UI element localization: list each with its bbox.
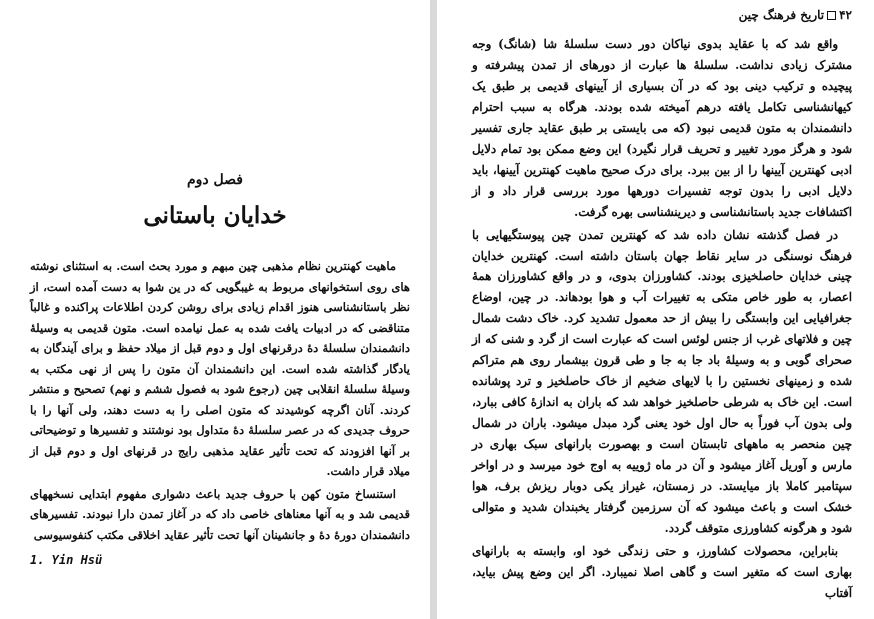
right-page-body (472, 34, 852, 604)
page-number: ۴۲ (839, 8, 852, 22)
square-ornament-icon (827, 11, 836, 20)
running-head (739, 8, 852, 22)
running-head-title: تاریخ فرهنگ چین (738, 8, 825, 22)
left-paragraph-1: ماهیت کهنترین نظام مذهبی چین مبهم و مورد بحث است. به استثنای نوشته های روی استخوانهای مربوط به غیبگویی که در ین شوا به دست آمده است، از نظر باستانشناسی هنوز اقدام زیادی برای روشن کردن اطلاعات پراکنده و غالباً متناقضی که در ادبیات یافت شده به عمل نیامده است. متون قدیمی به وسیلهٔ دانشمندان سلسلهٔ دهٔ درقرنهای اول و دوم قبل از میلاد حفظ و برای آیندگان به یادگار گذاشته شده است. این دانشمندان آن متون را پس از نهی مکتب به وسیلهٔ سلسلهٔ انقلابی چین (رجوع شود به فصول ششم و نهم) تصحیح و منتشر کردند. آنان اگرچه کوشیدند که متون اصلی را به دست دهند، ولی آنها را با حروف جدیدی که در عصر سلسلهٔ دهٔ متداول بود نوشتند و تفسیرها و توضیحاتی بر آنها افزودند که تحت تأثیر عقاید مذهبی رایج در قرنهای اول و دوم قبل از میلاد قرار داشت. (30, 259, 410, 478)
footnote: 1. Yin Hsü (30, 553, 103, 567)
left-page-body (30, 256, 410, 545)
right-paragraph-2: در فصل گذشته نشان داده شد که کهنترین تمدن چین پیوستگیهایی با فرهنگ نوسنگی در سایر نقاط جهان باستان داشته است. کهنترین خدایان چینی خدایان حاصلخیزی بودند. کشاورزان بدوی، و در واقع کشاورزان همهٔ اعصار، به طور خاص متکی به تغییرات آب و هوا بودهاند. در چین، اوضاع جغرافیایی این وابستگی را بیش از حد معمول تشدید کرد. خاک دشت شمال چین و فلاتهای غرب از جنس لوئس است که عبارت است از گرد و شنی که از صحرای گوبی و به وسیلهٔ باد جا به جا و طی قرون بیشمار روی هم متراکم شده و زمینهای نخستین را با لایهای ضخیم از خاک حاصلخیز و ترد پوشانده است. این خاک به شرطی حاصلخیز خواهد شد که باران به اندازهٔ کافی ببارد، ولی بدون آب فوراً به حال اول خود یعنی گرد مبدل میشود. باران در شمال چین منحصر به ماههای تابستان است و بهصورت بارانهای سبک بهاری در مارس و آوریل آغاز میشود و آن در ماه ژوییه به اوج خود میرسد و در اواخر سپتامبر کاملا باز میایستد. در زمستان، غیراز یکی دوبار ریزش برف، هوا خشک است و باعث میشود که آن سرزمین گرفتار یخبندان شدید و متوالی شود و هرگونه کشاورزی متوقف گردد. (472, 227, 852, 535)
chapter-title: خدایان باستانی (143, 202, 287, 229)
book-gutter (430, 0, 437, 619)
right-paragraph-3: بنابراین، محصولات کشاورز، و حتی زندگی خود او، وابسته به بارانهای بهاری است که متغیر است و گاهی اصلا نمیبارد. اگر این وضع پیش بیاید، آفتاب (472, 543, 852, 600)
chapter-label: فصل دوم (187, 172, 243, 188)
left-paragraph-2: استنساخ متون کهن با حروف جدید باعث دشواری مفهوم ابتدایی نسخههای قدیمی شد و به آنها معناهای خاصی داد که در آغاز تمدن دارا نبودند. تفسیرهای دانشمندان دورهٔ دهٔ و جانشینان آنها تحت تأثیر عقاید اخلاقی مکتب کنفوسیوسی (30, 486, 410, 542)
left-page (0, 0, 430, 619)
right-paragraph-1: واقع شد که با عقاید بدوی نیاکان دور دست سلسلهٔ شا (شانگ) وجه مشترک زیادی نداشت. سلسلهٔ ها عبارت از دورهای از تمدن پیشرفته و پیچیده و ترکیب دینی بود که در آن بسیاری از آیینهای قدیمی بر طبق یک کیهانشناسی تکامل یافته درهم آمیخته شده بودند. هرگاه به سبب احترام دانشمندان به متون قدیمی نبود (که می بایستی بر طبق عقاید جاری تفسیر شود و هرگز مورد تغییر و تحریف قرار نگیرد) این وضع ممکن بود تمام دلایل ادبی کهنترین آیینها را از بین ببرد. برای درک صحیح ماهیت کهنترین آیینها، باید دلایل ادبی را بدون توجه تفسیرات دورهها مورد بررسی قرار داد و از اکتشافات جدید باستانشناسی و دیرینشناسی بهره گرفت. (472, 37, 852, 219)
right-page (437, 0, 874, 619)
